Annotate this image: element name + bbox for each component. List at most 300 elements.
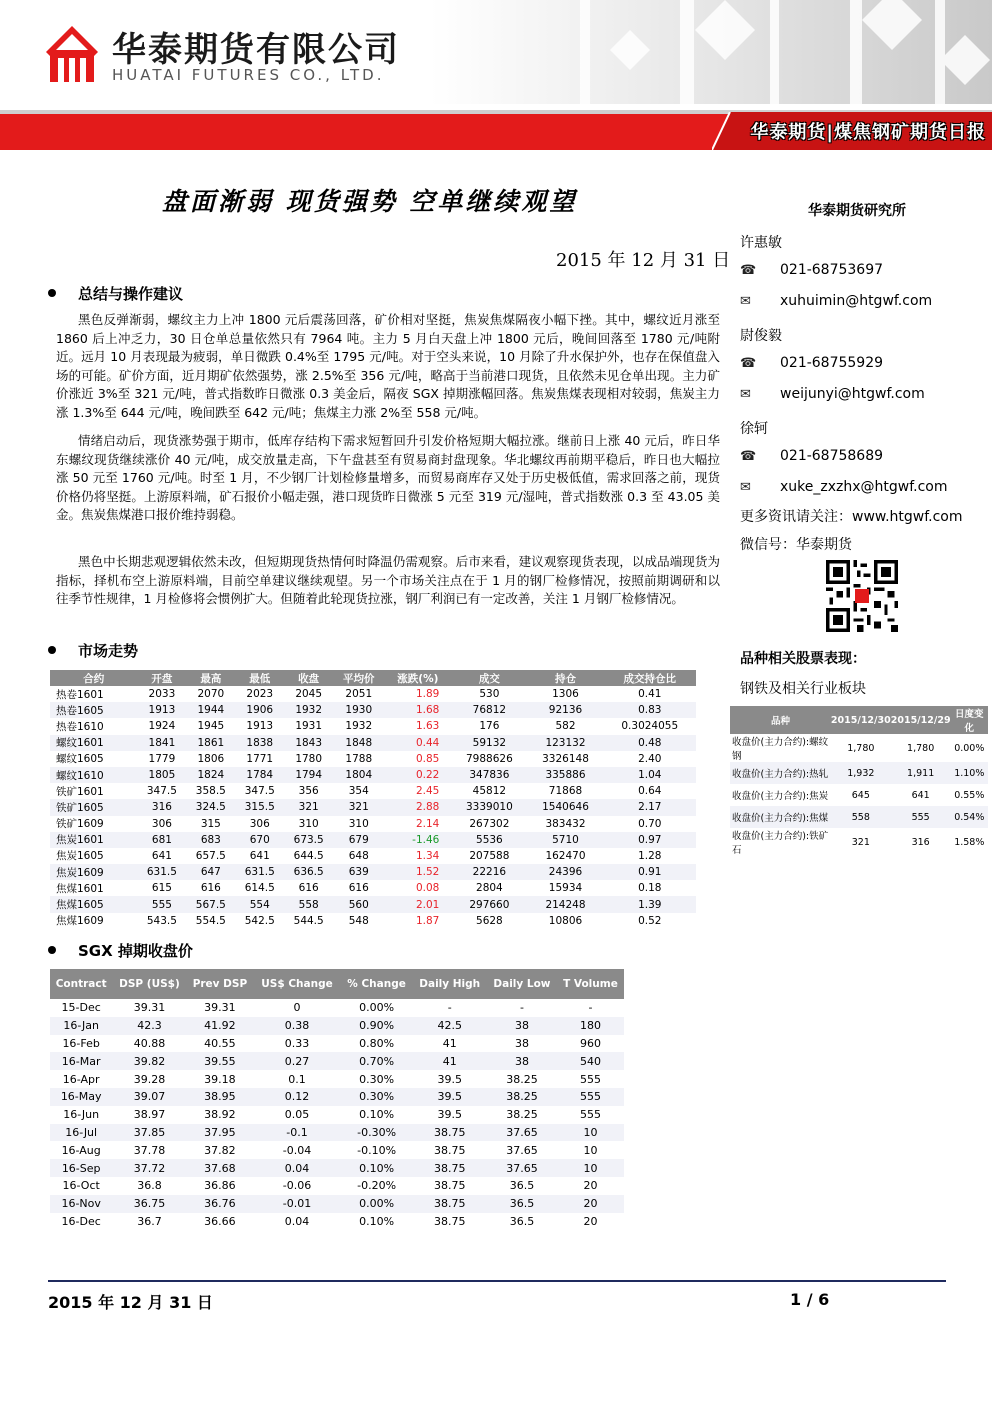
table-cell: 960 xyxy=(579,1036,601,1050)
table-cell: 1931 xyxy=(295,720,323,733)
table-row xyxy=(50,735,696,751)
table-cell: - xyxy=(519,1001,524,1015)
table-cell: 38 xyxy=(514,1036,529,1050)
table-row xyxy=(50,702,696,718)
table-cell: 38 xyxy=(487,1017,557,1035)
table-cell: 16-Feb xyxy=(62,1036,100,1050)
table-cell: 1306 xyxy=(552,688,579,701)
table-cell: 2.01 xyxy=(384,896,451,912)
table-cell: 铁矿1605 xyxy=(50,799,137,815)
table-row xyxy=(50,1088,624,1106)
table-cell: 2033 xyxy=(148,688,176,701)
analyst-name: 徐轲 xyxy=(740,421,768,437)
analyst-phone-row xyxy=(740,355,980,373)
column-header: 涨跌(%) xyxy=(384,670,451,686)
sgx-table xyxy=(50,969,624,1230)
table-cell: 36.5 xyxy=(487,1195,557,1213)
bullet-icon xyxy=(48,946,56,954)
phone-icon: ☎ xyxy=(740,449,757,464)
table-cell: 焦煤1601 xyxy=(56,882,104,895)
table-cell: 1.89 xyxy=(415,688,440,701)
table-cell: - xyxy=(447,1001,452,1015)
table-cell: 321 xyxy=(333,799,384,815)
table-cell: 657.5 xyxy=(195,849,226,862)
table-cell: 1944 xyxy=(186,702,235,718)
table-cell: 0.83 xyxy=(604,702,696,718)
column-header: 平均价 xyxy=(333,670,384,686)
table-cell: 358.5 xyxy=(195,785,226,798)
table-cell: 0.33 xyxy=(284,1036,310,1050)
table-cell: 20 xyxy=(557,1195,624,1213)
table-row xyxy=(50,799,696,815)
column-header: 日度变化 xyxy=(951,706,988,734)
table-cell: 315 xyxy=(200,817,221,830)
table-cell: 38.75 xyxy=(433,1143,466,1157)
table-cell: 10 xyxy=(557,1159,624,1177)
table-cell: 42.5 xyxy=(412,1017,487,1035)
summary-paragraph: 情绪启动后，现货涨势强于期市，低库存结构下需求短暂回升引发价格短期大幅拉涨。继前日上涨 40 元后，昨日华东螺纹现货继续涨价 40 元/吨，成交放量走高，下午盘甚至有贸易商封盘现象。华北螺纹再前期平稳后，昨日也大幅拉涨 50 元至 1760 元/吨。时至 1 月，不少钢厂计划检修量增多，而贸易商库存又处于历史极低值，需求回落之前，现货价格仍将坚挺。上游原料端，矿石报价小幅走强，港口现货昨日微涨 5 元至 319 元/湿吨，普式指数涨 0.3 至 43.05 美金。焦炭焦煤港口报价维持弱稳。 xyxy=(56,433,720,522)
table-cell: 1930 xyxy=(333,702,384,718)
table-cell: -1.46 xyxy=(384,832,451,848)
table-cell: 1913 xyxy=(137,702,186,718)
section-heading-text: 总结与操作建议 xyxy=(78,285,184,303)
table-cell: 38.95 xyxy=(187,1088,254,1106)
table-cell: 20 xyxy=(583,1214,598,1228)
table-cell: 1794 xyxy=(284,767,333,783)
table-row xyxy=(730,734,988,762)
table-row xyxy=(50,1141,624,1159)
table-cell: 1,780 xyxy=(907,742,935,754)
table-cell: 214248 xyxy=(527,896,603,912)
table-row xyxy=(730,762,988,784)
section-heading-market xyxy=(48,640,138,661)
table-cell: 59132 xyxy=(451,735,527,751)
table-cell: 76812 xyxy=(451,702,527,718)
table-cell: 679 xyxy=(333,832,384,848)
table-cell: 39.5 xyxy=(437,1072,462,1086)
report-banner: 华泰期货|煤焦钢矿期货日报 xyxy=(750,122,986,143)
table-row xyxy=(50,1070,624,1088)
table-cell: 0.41 xyxy=(638,688,662,701)
table-cell: 347.5 xyxy=(244,785,275,798)
table-cell: 1.28 xyxy=(638,849,662,862)
table-cell: 616 xyxy=(298,882,319,895)
table-cell: 22216 xyxy=(451,864,527,880)
table-cell: 焦炭1605 xyxy=(56,850,104,863)
table-cell: 38.75 xyxy=(433,1214,466,1228)
table-cell: 37.72 xyxy=(112,1159,186,1177)
table-cell: -0.04 xyxy=(282,1143,312,1157)
table-cell: 383432 xyxy=(545,817,586,830)
table-cell: 3326148 xyxy=(542,752,589,765)
table-cell: 40.55 xyxy=(204,1036,236,1050)
table-cell: 16-Dec xyxy=(61,1214,101,1228)
analyst-email[interactable]: weijunyi@htgwf.com xyxy=(780,386,925,402)
table-cell: 554.5 xyxy=(195,914,226,927)
qr-code xyxy=(826,560,898,632)
table-cell: 321 xyxy=(851,836,870,848)
table-cell: 铁矿1601 xyxy=(56,785,104,798)
table-cell: 0.10% xyxy=(359,1214,395,1228)
table-cell: 37.65 xyxy=(506,1143,538,1157)
table-cell: 45812 xyxy=(472,785,507,798)
page-header xyxy=(0,0,992,104)
table-cell: 7988626 xyxy=(466,752,513,765)
summary-paragraph: 黑色中长期悲观逻辑依然未改，但短期现货热情何时降温仍需观察。后市来看，建议观察现货表现，以成品端现货为指标，择机布空上游原料端，目前空单建议继续观望。另一个市场关注点在于 1 月的钢厂检修情况，按照前期调研和以往季节性规律，1 月检修将会惯例扩大。但随着此轮现货拉涨，钢厂利润已有一定改善，关注 1 月钢厂检修情况。 xyxy=(56,554,720,606)
table-cell: 16-Oct xyxy=(62,1179,100,1193)
column-header: 持仓 xyxy=(527,670,603,686)
table-cell: 0.04 xyxy=(253,1159,340,1177)
table-cell: 631.5 xyxy=(137,864,186,880)
table-cell: 36.75 xyxy=(112,1195,186,1213)
table-cell: 2.17 xyxy=(604,799,696,815)
table-cell: 1.39 xyxy=(604,896,696,912)
table-cell: 焦炭1609 xyxy=(50,864,137,880)
table-cell: 555 xyxy=(891,806,951,828)
table-cell: 0.55% xyxy=(954,789,985,801)
table-cell: 1784 xyxy=(235,767,284,783)
table-cell: 555 xyxy=(137,896,186,912)
column-header: 2015/12/29 xyxy=(891,706,951,734)
stocks-heading: 品种相关股票表现： xyxy=(740,651,866,667)
table-cell: 555 xyxy=(579,1072,601,1086)
company-name-en: HUATAI FUTURES CO., LTD. xyxy=(112,66,385,84)
table-cell: 16-Jan xyxy=(50,1017,112,1035)
table-cell: 0.38 xyxy=(253,1017,340,1035)
table-row xyxy=(50,1052,624,1070)
table-cell: 1861 xyxy=(186,735,235,751)
table-row xyxy=(730,828,988,856)
analyst-phone: 021-68755929 xyxy=(780,355,884,371)
table-row xyxy=(50,880,696,896)
column-header: % Change xyxy=(341,969,413,999)
table-cell: 20 xyxy=(583,1179,598,1193)
table-cell: 15934 xyxy=(548,882,583,895)
table-cell: 37.82 xyxy=(204,1143,236,1157)
table-cell: 1780 xyxy=(295,752,323,765)
table-cell: 631.5 xyxy=(235,864,284,880)
table-cell: 0.97 xyxy=(604,832,696,848)
analyst-name: 尉俊毅 xyxy=(740,328,782,344)
table-row xyxy=(50,848,696,864)
table-cell: 36.8 xyxy=(137,1179,162,1193)
table-cell: 螺纹1601 xyxy=(50,735,137,751)
table-cell: 40.88 xyxy=(133,1036,166,1050)
table-cell: 670 xyxy=(235,832,284,848)
table-cell: 1,780 xyxy=(847,742,875,754)
table-cell: 554 xyxy=(235,896,284,912)
table-cell: 316 xyxy=(911,836,930,848)
analyst-phone-row xyxy=(740,448,980,466)
table-cell: 540 xyxy=(557,1052,624,1070)
table-cell: 310 xyxy=(348,817,369,830)
table-cell: 267302 xyxy=(469,817,510,830)
table-row xyxy=(730,806,988,828)
table-row xyxy=(50,1106,624,1124)
table-cell: 567.5 xyxy=(186,896,235,912)
table-cell: 0.00% xyxy=(359,1001,395,1015)
table-cell: 2045 xyxy=(295,688,323,701)
table-cell: 0.54% xyxy=(951,806,988,828)
table-cell: 1841 xyxy=(137,735,186,751)
table-cell: 310 xyxy=(298,817,319,830)
table-cell: 38 xyxy=(487,1052,557,1070)
wechat-id: 微信号：华泰期货 xyxy=(740,537,852,553)
table-cell: 42.3 xyxy=(112,1017,186,1035)
column-header: 收盘 xyxy=(284,670,333,686)
table-cell: 1806 xyxy=(197,752,225,765)
analyst-phone: 021-68758689 xyxy=(780,448,884,464)
table-cell: 2070 xyxy=(197,688,225,701)
table-cell: 0.10% xyxy=(341,1159,413,1177)
table-cell: 582 xyxy=(555,720,576,733)
table-cell: 15-Dec xyxy=(61,1001,101,1015)
table-cell: 38.25 xyxy=(487,1088,557,1106)
analyst-phone-row xyxy=(740,262,980,280)
table-cell: 0.90% xyxy=(341,1017,413,1035)
company-name-cn: 华泰期货有限公司 xyxy=(112,30,400,70)
table-cell: 2804 xyxy=(476,882,503,895)
bullet-icon xyxy=(48,646,56,654)
analyst-name: 许惠敏 xyxy=(740,235,782,251)
table-cell: 0.27 xyxy=(253,1052,340,1070)
table-cell: -0.30% xyxy=(341,1124,413,1142)
table-cell: 焦炭1601 xyxy=(50,832,137,848)
table-cell: 558 xyxy=(284,896,333,912)
table-cell: 641 xyxy=(249,849,270,862)
table-row xyxy=(50,896,696,912)
column-header: 最低 xyxy=(235,670,284,686)
column-header: Prev DSP xyxy=(187,969,254,999)
table-cell: 0.1 xyxy=(288,1072,306,1086)
table-cell: 36.76 xyxy=(187,1195,254,1213)
table-cell: 37.85 xyxy=(112,1124,186,1142)
table-cell: 螺纹1610 xyxy=(50,767,137,783)
table-cell: 1.87 xyxy=(415,914,440,927)
analyst-phone: 021-68753697 xyxy=(780,262,884,278)
table-cell: 24396 xyxy=(527,864,603,880)
table-cell: 306 xyxy=(151,817,172,830)
table-cell: 1804 xyxy=(333,767,384,783)
table-cell: 0.70% xyxy=(341,1052,413,1070)
table-cell: 39.5 xyxy=(412,1088,487,1106)
table-cell: 0.85 xyxy=(415,752,440,765)
table-row xyxy=(50,913,696,929)
table-cell: 1771 xyxy=(246,752,274,765)
column-header: US$ Change xyxy=(253,969,340,999)
column-header: Daily High xyxy=(412,969,487,999)
table-row xyxy=(50,767,696,783)
table-cell: 614.5 xyxy=(244,882,275,895)
table-row xyxy=(50,718,696,734)
table-cell: 39.82 xyxy=(112,1052,186,1070)
section-heading-summary xyxy=(48,283,183,304)
table-cell: 10 xyxy=(583,1143,598,1157)
table-cell: 0.30% xyxy=(341,1088,413,1106)
table-cell: 1779 xyxy=(148,752,176,765)
table-cell: 92136 xyxy=(527,702,603,718)
table-cell: 38.97 xyxy=(133,1108,166,1122)
table-cell: 焦煤1609 xyxy=(56,915,104,928)
table-cell: 0.70 xyxy=(638,817,662,830)
stock-table-body xyxy=(730,734,988,856)
table-cell: -0.20% xyxy=(357,1179,397,1193)
table-cell: 36.5 xyxy=(509,1179,535,1193)
analyst-email-row xyxy=(740,479,980,497)
table-cell: 0.10% xyxy=(359,1108,395,1122)
table-row xyxy=(50,832,696,848)
table-cell: 39.31 xyxy=(133,1001,166,1015)
table-cell: 1838 xyxy=(235,735,284,751)
column-header: 最高 xyxy=(186,670,235,686)
table-cell: 收盘价(主力合约):螺纹钢 xyxy=(732,737,829,762)
table-cell: 644.5 xyxy=(293,849,324,862)
table-cell: 3339010 xyxy=(451,799,527,815)
table-cell: 683 xyxy=(186,832,235,848)
section-heading-sgx xyxy=(48,940,193,961)
table-cell: 36.5 xyxy=(509,1214,535,1228)
table-cell: 16-Sep xyxy=(50,1159,112,1177)
stocks-subheading: 钢铁及相关行业板块 xyxy=(740,681,866,697)
table-row xyxy=(50,686,696,702)
column-header: 开盘 xyxy=(137,670,186,686)
table-cell: 558 xyxy=(831,806,891,828)
table-cell: 5710 xyxy=(527,832,603,848)
table-cell: 2.14 xyxy=(415,817,440,830)
table-cell: 616 xyxy=(348,882,369,895)
table-cell: 0.3024055 xyxy=(621,720,679,733)
table-cell: 10 xyxy=(557,1124,624,1142)
table-cell: 1843 xyxy=(284,735,333,751)
phone-icon: ☎ xyxy=(740,356,757,371)
table-cell: 176 xyxy=(479,720,500,733)
table-cell: 1.63 xyxy=(415,720,440,733)
table-cell: 38.75 xyxy=(433,1179,466,1193)
table-cell: 16-Apr xyxy=(62,1072,100,1086)
table-cell: 555 xyxy=(579,1108,601,1122)
report-date: 2015 年 12 月 31 日 xyxy=(556,250,731,271)
table-cell: 41 xyxy=(442,1036,457,1050)
table-cell: 1788 xyxy=(345,752,373,765)
market-table-body xyxy=(50,686,696,929)
table-cell: 收盘价(主力合约):焦煤 xyxy=(730,806,831,828)
table-cell: 315.5 xyxy=(235,799,284,815)
more-info[interactable]: 更多资讯请关注：www.htgwf.com xyxy=(740,509,963,525)
table-cell: 0 xyxy=(293,1001,301,1015)
institute-name: 华泰期货研究所 xyxy=(808,203,906,219)
column-header: 品种 xyxy=(730,706,831,734)
table-cell: 0.00% xyxy=(954,742,985,754)
report-title: 盘面渐弱 现货强势 空单继续观望 xyxy=(162,187,578,216)
table-cell: 16-Aug xyxy=(61,1143,101,1157)
table-cell: 0.52 xyxy=(638,914,662,927)
table-cell: 1.34 xyxy=(415,849,440,862)
bullet-icon xyxy=(48,289,56,297)
table-cell: 2.45 xyxy=(415,785,440,798)
table-cell: 16-Jun xyxy=(63,1108,100,1122)
table-cell: 0.12 xyxy=(253,1088,340,1106)
table-cell: 38.25 xyxy=(506,1072,538,1086)
table-cell: 162470 xyxy=(545,849,586,862)
table-cell: 2023 xyxy=(246,688,274,701)
table-cell: 38.75 xyxy=(412,1124,487,1142)
table-cell: 347.5 xyxy=(146,785,177,798)
table-cell: 1932 xyxy=(345,720,373,733)
table-cell: 热卷1601 xyxy=(56,688,104,701)
company-logo xyxy=(44,24,100,84)
table-cell: 615 xyxy=(151,882,172,895)
table-cell: 39.07 xyxy=(112,1088,186,1106)
table-cell: 38.75 xyxy=(412,1159,487,1177)
table-cell: 1824 xyxy=(186,767,235,783)
market-table xyxy=(50,670,696,929)
table-cell: 0.30% xyxy=(359,1072,395,1086)
column-header: 成交持仓比 xyxy=(604,670,696,686)
page-number: 1 / 6 xyxy=(790,1290,830,1309)
phone-icon: ☎ xyxy=(740,263,757,278)
table-cell: 铁矿1609 xyxy=(56,818,104,831)
stock-table xyxy=(730,706,988,856)
table-cell: 356 xyxy=(298,785,319,798)
table-cell: 306 xyxy=(249,817,270,830)
table-row xyxy=(50,1195,624,1213)
table-cell: 681 xyxy=(137,832,186,848)
stock-table-header xyxy=(730,706,988,734)
analyst-email[interactable]: xuke_zxzhx@htgwf.com xyxy=(780,479,948,495)
envelope-icon: ✉ xyxy=(740,294,751,309)
table-cell: 38.25 xyxy=(506,1108,538,1122)
table-cell: 36.7 xyxy=(137,1214,162,1228)
table-cell: 1.52 xyxy=(384,864,451,880)
table-cell: 0.80% xyxy=(359,1036,395,1050)
table-cell: 641 xyxy=(151,849,172,862)
table-cell: 354 xyxy=(348,785,369,798)
table-cell: 39.55 xyxy=(187,1052,254,1070)
analyst-email[interactable]: xuhuimin@htgwf.com xyxy=(780,293,933,309)
table-row xyxy=(50,1124,624,1142)
table-cell: 螺纹1605 xyxy=(56,753,104,766)
table-cell: 39.18 xyxy=(204,1072,236,1086)
column-header: 2015/12/30 xyxy=(831,706,891,734)
table-cell: 1848 xyxy=(333,735,384,751)
table-cell: 180 xyxy=(557,1017,624,1035)
table-cell: 41 xyxy=(412,1052,487,1070)
analyst-email-row xyxy=(740,386,980,404)
market-table-header xyxy=(50,670,696,686)
table-cell: 335886 xyxy=(527,767,603,783)
table-cell: 1945 xyxy=(197,720,225,733)
table-cell: 37.68 xyxy=(187,1159,254,1177)
table-cell: 647 xyxy=(186,864,235,880)
sgx-table-header xyxy=(50,969,624,999)
table-cell: 41.92 xyxy=(187,1017,254,1035)
table-cell: 1932 xyxy=(284,702,333,718)
table-cell: 36.86 xyxy=(204,1179,236,1193)
section-heading-text: SGX 掉期收盘价 xyxy=(78,942,193,960)
table-cell: 0.22 xyxy=(384,767,451,783)
table-cell: -0.06 xyxy=(282,1179,312,1193)
table-row xyxy=(50,1017,624,1035)
table-row xyxy=(730,784,988,806)
table-cell: 39.31 xyxy=(204,1001,236,1015)
table-cell: 324.5 xyxy=(186,799,235,815)
table-cell: 0.64 xyxy=(638,785,662,798)
table-cell: 焦煤1605 xyxy=(50,896,137,912)
table-cell: 1,911 xyxy=(891,762,951,784)
table-cell: 542.5 xyxy=(244,914,275,927)
table-cell: 0.00% xyxy=(341,1195,413,1213)
table-row xyxy=(50,816,696,832)
